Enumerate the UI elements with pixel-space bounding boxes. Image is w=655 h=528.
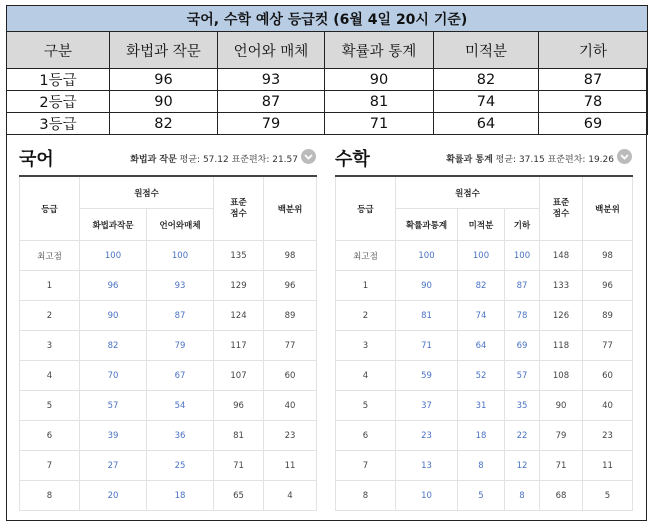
summary-header: 확률과 통계 [325, 32, 434, 69]
raw-score-cell: 23 [396, 421, 458, 451]
raw-score-cell: 13 [396, 451, 458, 481]
math-stats [446, 152, 614, 165]
percentile-cell: 60 [583, 361, 633, 391]
std-score-cell: 148 [540, 241, 583, 271]
raw-score-cell: 87 [147, 301, 214, 331]
grade-label: 3 [336, 331, 396, 361]
table-row [336, 361, 633, 391]
grade-label: 1 [336, 271, 396, 301]
raw-score-cell: 78 [505, 301, 540, 331]
summary-cell: 81 [325, 91, 434, 113]
percentile-cell: 98 [264, 241, 317, 271]
percentile-cell: 96 [583, 271, 633, 301]
table-row [336, 451, 633, 481]
raw-score-cell: 67 [147, 361, 214, 391]
raw-score-cell: 20 [80, 481, 147, 511]
raw-score-cell: 70 [80, 361, 147, 391]
korean-title: 국어 [19, 149, 54, 170]
raw-score-cell: 79 [147, 331, 214, 361]
raw-score-cell: 74 [458, 301, 505, 331]
col-header-std: 표준 점수 [214, 176, 264, 241]
summary-cell: 71 [325, 113, 434, 135]
table-row [20, 391, 317, 421]
table-row [20, 361, 317, 391]
grade-label: 4 [336, 361, 396, 391]
std-score-cell: 124 [214, 301, 264, 331]
col-header-sub: 확률과통계 [396, 209, 458, 241]
std-score-cell: 65 [214, 481, 264, 511]
summary-cell: 1등급 [7, 69, 110, 91]
summary-cell: 90 [325, 69, 434, 91]
std-score-cell: 117 [214, 331, 264, 361]
percentile-cell: 5 [583, 481, 633, 511]
summary-cell: 87 [539, 69, 648, 91]
raw-score-cell: 31 [458, 391, 505, 421]
summary-cell: 87 [218, 91, 325, 113]
summary-header-row [7, 32, 648, 69]
grade-label: 최고점 [20, 241, 80, 271]
raw-score-cell: 64 [458, 331, 505, 361]
grade-cut-summary-table [6, 5, 648, 135]
table-row [336, 421, 633, 451]
raw-score-cell: 25 [147, 451, 214, 481]
percentile-cell: 89 [264, 301, 317, 331]
summary-cell: 82 [110, 113, 218, 135]
grade-label: 최고점 [336, 241, 396, 271]
chevron-down-icon [304, 154, 313, 160]
summary-cell: 90 [110, 91, 218, 113]
summary-header: 미적분 [434, 32, 539, 69]
table-row [336, 481, 633, 511]
raw-score-cell: 10 [396, 481, 458, 511]
math-stats-text: 평균: 37.15 표준편차: 19.26 [492, 155, 614, 165]
col-header-grade: 등급 [336, 176, 396, 241]
math-stats-subject: 확률과 통계 [446, 155, 493, 165]
summary-header: 구분 [7, 32, 110, 69]
raw-score-cell: 35 [505, 391, 540, 421]
std-score-cell: 129 [214, 271, 264, 301]
col-header-std: 표준 점수 [540, 176, 583, 241]
percentile-cell: 77 [583, 331, 633, 361]
raw-score-cell: 52 [458, 361, 505, 391]
raw-score-cell: 22 [505, 421, 540, 451]
summary-cell: 2등급 [7, 91, 110, 113]
summary-cell: 64 [434, 113, 539, 135]
chevron-down-icon [620, 154, 629, 160]
std-score-cell: 126 [540, 301, 583, 331]
std-score-cell: 107 [214, 361, 264, 391]
grade-label: 6 [20, 421, 80, 451]
summary-cell: 82 [434, 69, 539, 91]
raw-score-cell: 81 [396, 301, 458, 331]
std-score-cell: 133 [540, 271, 583, 301]
table-row [20, 481, 317, 511]
raw-score-cell: 100 [458, 241, 505, 271]
col-header-raw: 원점수 [80, 176, 214, 209]
percentile-cell: 89 [583, 301, 633, 331]
std-score-cell: 90 [540, 391, 583, 421]
korean-stats-subject: 화법과 작문 [130, 155, 177, 165]
percentile-cell: 40 [583, 391, 633, 421]
summary-cell: 3등급 [7, 113, 110, 135]
table-row [336, 271, 633, 301]
percentile-cell: 40 [264, 391, 317, 421]
percentile-cell: 60 [264, 361, 317, 391]
table-row [336, 331, 633, 361]
raw-score-cell: 8 [505, 481, 540, 511]
summary-cell: 69 [539, 113, 648, 135]
raw-score-cell: 54 [147, 391, 214, 421]
grade-label: 4 [20, 361, 80, 391]
col-header-sub: 기하 [505, 209, 540, 241]
grade-label: 6 [336, 421, 396, 451]
col-header-pct: 백분위 [583, 176, 633, 241]
grade-label: 7 [336, 451, 396, 481]
col-header-raw: 원점수 [396, 176, 540, 209]
raw-score-cell: 69 [505, 331, 540, 361]
summary-title: 국어, 수학 예상 등급컷 (6월 4일 20시 기준) [7, 6, 648, 32]
col-header-sub: 언어와매체 [147, 209, 214, 241]
std-score-cell: 68 [540, 481, 583, 511]
raw-score-cell: 90 [80, 301, 147, 331]
raw-score-cell: 59 [396, 361, 458, 391]
std-score-cell: 96 [214, 391, 264, 421]
korean-stats [130, 152, 298, 165]
summary-row [7, 113, 648, 135]
grade-label: 7 [20, 451, 80, 481]
grade-label: 5 [336, 391, 396, 421]
korean-expand-button[interactable] [301, 149, 316, 164]
std-score-cell: 71 [540, 451, 583, 481]
raw-score-cell: 82 [80, 331, 147, 361]
grade-label: 3 [20, 331, 80, 361]
summary-row [7, 91, 648, 113]
table-row [336, 241, 633, 271]
grade-label: 2 [336, 301, 396, 331]
summary-cell: 74 [434, 91, 539, 113]
raw-score-cell: 100 [80, 241, 147, 271]
summary-header: 언어와 매체 [218, 32, 325, 69]
col-header-pct: 백분위 [264, 176, 317, 241]
raw-score-cell: 90 [396, 271, 458, 301]
grade-label: 2 [20, 301, 80, 331]
percentile-cell: 4 [264, 481, 317, 511]
std-score-cell: 71 [214, 451, 264, 481]
grade-label: 8 [336, 481, 396, 511]
grade-label: 5 [20, 391, 80, 421]
grade-label: 1 [20, 271, 80, 301]
table-row [336, 301, 633, 331]
raw-score-cell: 87 [505, 271, 540, 301]
raw-score-cell: 82 [458, 271, 505, 301]
col-header-sub: 화법과작문 [80, 209, 147, 241]
raw-score-cell: 37 [396, 391, 458, 421]
math-expand-button[interactable] [617, 149, 632, 164]
percentile-cell: 11 [583, 451, 633, 481]
std-score-cell: 135 [214, 241, 264, 271]
korean-grade-table [19, 175, 317, 511]
table-row [20, 271, 317, 301]
percentile-cell: 11 [264, 451, 317, 481]
table-row [20, 451, 317, 481]
std-score-cell: 108 [540, 361, 583, 391]
grade-label: 8 [20, 481, 80, 511]
percentile-cell: 77 [264, 331, 317, 361]
raw-score-cell: 5 [458, 481, 505, 511]
raw-score-cell: 71 [396, 331, 458, 361]
raw-score-cell: 18 [147, 481, 214, 511]
raw-score-cell: 100 [147, 241, 214, 271]
table-row [20, 331, 317, 361]
table-row [20, 421, 317, 451]
summary-cell: 79 [218, 113, 325, 135]
percentile-cell: 23 [264, 421, 317, 451]
summary-header: 화법과 작문 [110, 32, 218, 69]
raw-score-cell: 39 [80, 421, 147, 451]
percentile-cell: 23 [583, 421, 633, 451]
table-row [20, 241, 317, 271]
summary-cell: 93 [218, 69, 325, 91]
summary-cell: 96 [110, 69, 218, 91]
raw-score-cell: 18 [458, 421, 505, 451]
raw-score-cell: 27 [80, 451, 147, 481]
raw-score-cell: 57 [505, 361, 540, 391]
korean-stats-text: 평균: 57.12 표준편차: 21.57 [176, 155, 298, 165]
summary-row [7, 69, 648, 91]
percentile-cell: 96 [264, 271, 317, 301]
summary-cell: 78 [539, 91, 648, 113]
col-header-grade: 등급 [20, 176, 80, 241]
std-score-cell: 79 [540, 421, 583, 451]
raw-score-cell: 36 [147, 421, 214, 451]
math-title: 수학 [335, 149, 370, 170]
col-header-sub: 미적분 [458, 209, 505, 241]
raw-score-cell: 8 [458, 451, 505, 481]
std-score-cell: 118 [540, 331, 583, 361]
raw-score-cell: 57 [80, 391, 147, 421]
percentile-cell: 98 [583, 241, 633, 271]
raw-score-cell: 100 [396, 241, 458, 271]
math-grade-table [335, 175, 633, 511]
raw-score-cell: 12 [505, 451, 540, 481]
table-row [336, 391, 633, 421]
std-score-cell: 81 [214, 421, 264, 451]
raw-score-cell: 93 [147, 271, 214, 301]
summary-header: 기하 [539, 32, 648, 69]
table-row [20, 301, 317, 331]
raw-score-cell: 96 [80, 271, 147, 301]
raw-score-cell: 100 [505, 241, 540, 271]
